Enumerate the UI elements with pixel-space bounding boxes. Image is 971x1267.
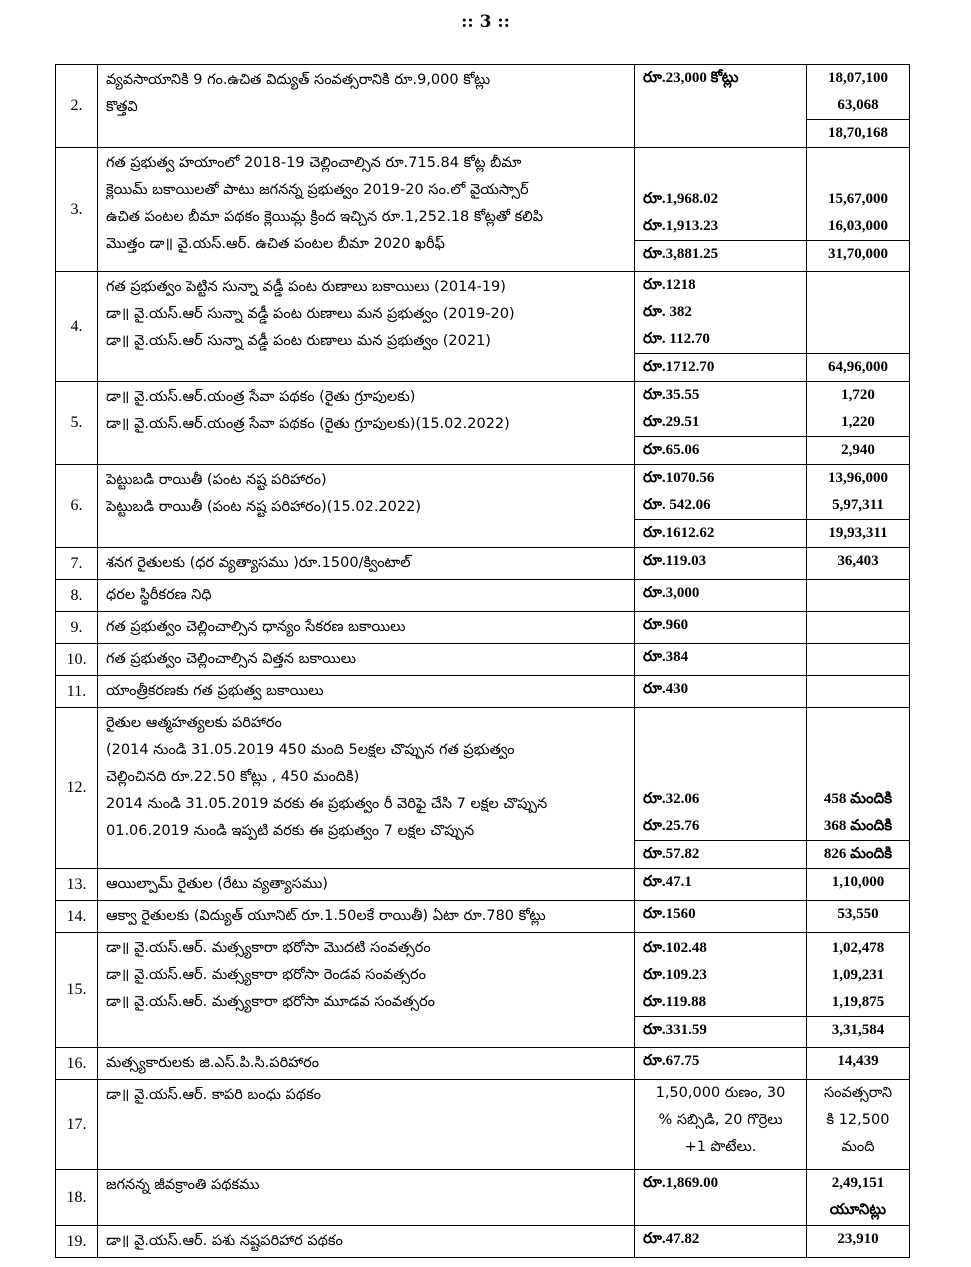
table-row [56, 465, 910, 548]
amount-value: రూ.1712.70 [635, 353, 806, 381]
amount-cell [635, 148, 807, 272]
beneficiaries-cell [807, 1080, 910, 1170]
scheme-description [98, 901, 635, 933]
description-line: పెట్టుబడి రాయితీ (పంట నష్ట పరిహారం) [106, 472, 327, 488]
description-line: శనగ రైతులకు (ధర వ్యత్యాసము )రూ.1500/క్వింటాల్ [106, 555, 411, 571]
amount-cell [635, 1080, 807, 1170]
serial-number: 11. [56, 676, 98, 708]
amount-value: రూ. 542.06 [643, 497, 711, 513]
amount-line: +1 పొటేలు. [684, 1139, 757, 1155]
beneficiaries-value: 3,31,584 [807, 1016, 909, 1044]
beneficiaries-value: 18,07,100 [828, 70, 888, 86]
amount-value: రూ.57.82 [635, 840, 806, 868]
serial-number: 3. [56, 148, 98, 272]
beneficiaries-cell [807, 1226, 910, 1258]
serial-number: 4. [56, 272, 98, 382]
serial-number: 17. [56, 1080, 98, 1170]
scheme-description [98, 272, 635, 382]
serial-number: 15. [56, 933, 98, 1048]
amount-cell [635, 708, 807, 869]
table-row [56, 580, 910, 612]
amount-value: రూ. 112.70 [643, 331, 710, 347]
scheme-description [98, 933, 635, 1048]
amount-value: రూ.384 [643, 649, 689, 665]
serial-number: 19. [56, 1226, 98, 1258]
serial-number: 13. [56, 869, 98, 901]
description-line: చెల్లించినది రూ.22.50 కోట్లు , 450 మందికి) [106, 769, 360, 785]
description-line: డా॥ వై.యస్.ఆర్. మత్స్యకారా భరోసా మొదటి సంవత్సరం [106, 940, 431, 956]
amount-cell [635, 1170, 807, 1226]
description-line: డా॥ వై.యస్.ఆర్. పశు నష్టపరిహార పథకం [106, 1233, 343, 1249]
beneficiaries-cell [807, 272, 910, 382]
beneficiaries-cell [807, 708, 910, 869]
beneficiaries-cell [807, 382, 910, 465]
beneficiaries-cell [807, 612, 910, 644]
beneficiaries-cell [807, 148, 910, 272]
description-line: 01.06.2019 నుండి ఇప్పటి వరకు ఈ ప్రభుత్వం 7 లక్షల చొప్పున [106, 823, 475, 839]
description-line: ఆక్వా రైతులకు (విద్యుత్ యూనిట్ రూ.1.50లకే రాయితీ) ఏటా రూ.780 కోట్లు [106, 908, 546, 924]
amount-value: రూ.25.76 [643, 818, 700, 834]
description-line: (2014 నుండి 31.05.2019 450 మంది 5లక్షల చొప్పున గత ప్రభుత్వం [106, 742, 515, 758]
serial-number: 7. [56, 548, 98, 580]
table-row [56, 1226, 910, 1258]
scheme-description [98, 65, 635, 148]
table-row [56, 644, 910, 676]
scheme-description [98, 1226, 635, 1258]
beneficiaries-value: 15,67,000 [828, 191, 888, 207]
amount-value: రూ.119.03 [643, 553, 707, 569]
beneficiaries-cell [807, 1170, 910, 1226]
scheme-description [98, 869, 635, 901]
description-line: ఆయిల్పామ్ రైతుల (రేటు వ్యత్యాసము) [106, 876, 328, 892]
beneficiaries-value: 64,96,000 [807, 353, 909, 381]
amount-value: రూ. 382 [643, 304, 692, 320]
beneficiaries-value: 13,96,000 [828, 470, 888, 486]
beneficiaries-value: 18,70,168 [807, 119, 909, 147]
scheme-description [98, 382, 635, 465]
amount-value: రూ.960 [643, 617, 689, 633]
beneficiaries-value: 31,70,000 [807, 240, 909, 268]
amount-value: రూ.1,968.02 [643, 191, 719, 207]
description-line: డా॥ వై.యస్.ఆర్.యంత్ర సేవా పథకం (రైతు గ్రూపులకు) [106, 389, 416, 405]
scheme-description [98, 612, 635, 644]
beneficiaries-value: 2,940 [807, 436, 909, 464]
beneficiaries-value [807, 644, 909, 671]
amount-value: రూ.430 [643, 681, 689, 697]
amount-value: రూ.47.1 [643, 874, 692, 890]
beneficiaries-value: 16,03,000 [828, 218, 888, 234]
description-line: రైతుల ఆత్మహత్యలకు పరిహారం [106, 715, 282, 731]
beneficiaries-value [807, 676, 909, 703]
amount-cell [635, 382, 807, 465]
amount-value: రూ.1218 [643, 277, 696, 293]
amount-cell [635, 1226, 807, 1258]
amount-value: రూ.1,913.23 [643, 218, 719, 234]
serial-number: 14. [56, 901, 98, 933]
table-row [56, 1170, 910, 1226]
amount-value: రూ.47.82 [643, 1231, 700, 1247]
description-line: మత్స్యకారులకు జి.ఎస్.పి.సి.పరిహారం [106, 1055, 320, 1071]
beneficiaries-cell [807, 869, 910, 901]
table-row [56, 272, 910, 382]
beneficiaries-value: 5,97,311 [832, 497, 884, 513]
amount-cell [635, 644, 807, 676]
scheme-description [98, 644, 635, 676]
table-row [56, 612, 910, 644]
beneficiaries-value: 19,93,311 [807, 519, 909, 547]
serial-number: 5. [56, 382, 98, 465]
amount-value: రూ.1560 [643, 906, 696, 922]
beneficiaries-value: 36,403 [837, 553, 879, 569]
amount-value: రూ.1070.56 [643, 470, 715, 486]
description-line: మొత్తం డా॥ వై.యస్.ఆర్. ఉచిత పంటల బీమా 2020 ఖరీఫ్ [106, 236, 445, 252]
serial-number: 16. [56, 1048, 98, 1080]
table-row [56, 65, 910, 148]
beneficiaries-value: 1,220 [841, 414, 875, 430]
description-line: కొత్తవి [106, 99, 138, 115]
beneficiaries-value: 1,19,875 [831, 994, 885, 1010]
description-line: యాంత్రీకరణకు గత ప్రభుత్వ బకాయిలు [106, 683, 324, 699]
beneficiaries-value: యూనిట్లు [829, 1202, 887, 1218]
description-line: క్లెయిమ్ బకాయిలతో పాటు జగనన్న ప్రభుత్వం 2019-20 సం.లో వైయస్సార్ [106, 182, 529, 198]
amount-cell [635, 65, 807, 148]
scheme-description [98, 148, 635, 272]
beneficiaries-cell [807, 644, 910, 676]
amount-cell [635, 869, 807, 901]
amount-cell [635, 548, 807, 580]
amount-value: రూ.102.48 [643, 940, 707, 956]
amount-cell [635, 1048, 807, 1080]
serial-number: 12. [56, 708, 98, 869]
amount-value: రూ.109.23 [643, 967, 707, 983]
table-row [56, 869, 910, 901]
beneficiaries-value [807, 272, 909, 299]
serial-number: 9. [56, 612, 98, 644]
amount-value: రూ.23,000 కోట్లు [643, 70, 739, 86]
amount-cell [635, 465, 807, 548]
table-row [56, 1048, 910, 1080]
description-line: డా॥ వై.యస్.ఆర్ సున్నా వడ్డీ పంట రుణాలు మన ప్రభుత్వం (2021) [106, 333, 491, 349]
beneficiaries-value [807, 612, 909, 639]
amount-line: % సబ్సిడి, 20 గొర్రెలు [658, 1112, 783, 1128]
beneficiaries-value: 2,49,151 [831, 1175, 885, 1191]
amount-cell [635, 933, 807, 1048]
table-row [56, 933, 910, 1048]
amount-cell [635, 580, 807, 612]
beneficiaries-value: 368 మందికి [823, 818, 893, 834]
table-row [56, 382, 910, 465]
beneficiaries-cell [807, 1048, 910, 1080]
serial-number: 6. [56, 465, 98, 548]
beneficiaries-line: సంవత్సరాని [823, 1085, 893, 1101]
amount-value: రూ.119.88 [643, 994, 707, 1010]
amount-value: రూ.65.06 [635, 436, 806, 464]
amount-value: రూ.35.55 [643, 387, 700, 403]
schemes-table [55, 64, 910, 1258]
description-line: ఉచిత పంటల బీమా పథకం క్లెయిమ్ల క్రింద ఇచ్చిన రూ.1,252.18 కోట్లతో కలిపి [106, 209, 544, 225]
description-line: గత ప్రభుత్వ హయాంలో 2018-19 చెల్లించాల్సిన రూ.715.84 కోట్ల బీమా [106, 155, 522, 171]
description-line: గత ప్రభుత్వం చెల్లించాల్సిన ధాన్యం సేకరణ బకాయిలు [106, 619, 406, 635]
description-line: డా॥ వై.యస్.ఆర్. కాపరి బంధు పథకం [106, 1087, 322, 1103]
serial-number: 8. [56, 580, 98, 612]
beneficiaries-line: మంది [841, 1139, 875, 1155]
table-row [56, 676, 910, 708]
amount-cell [635, 612, 807, 644]
beneficiaries-value: 1,09,231 [831, 967, 885, 983]
table-row [56, 148, 910, 272]
amount-value: రూ.1612.62 [635, 519, 806, 547]
beneficiaries-value: 14,439 [837, 1053, 879, 1069]
beneficiaries-value: 53,550 [837, 906, 879, 922]
table-row [56, 548, 910, 580]
table-row [56, 901, 910, 933]
table-row [56, 708, 910, 869]
beneficiaries-value: 826 మందికి [807, 840, 909, 868]
description-line: డా॥ వై.యస్.ఆర్. మత్స్యకారా భరోసా మూడవ సంవత్సరం [106, 994, 436, 1010]
amount-cell [635, 901, 807, 933]
beneficiaries-value [807, 326, 909, 353]
beneficiaries-value [807, 580, 909, 607]
amount-line: 1,50,000 రుణం, 30 [655, 1085, 786, 1101]
description-line: జగనన్న జీవక్రాంతి పథకము [106, 1177, 260, 1193]
scheme-description [98, 676, 635, 708]
description-line: డా॥ వై.యస్.ఆర్ సున్నా వడ్డీ పంట రుణాలు మన ప్రభుత్వం (2019-20) [106, 306, 515, 322]
description-line: డా॥ వై.యస్.ఆర్. మత్స్యకారా భరోసా రెండవ సంవత్సరం [106, 967, 426, 983]
beneficiaries-cell [807, 65, 910, 148]
amount-value: రూ.67.75 [643, 1053, 700, 1069]
amount-cell [635, 272, 807, 382]
scheme-description [98, 708, 635, 869]
beneficiaries-cell [807, 580, 910, 612]
beneficiaries-value: 458 మందికి [823, 791, 893, 807]
page-number: :: 3 :: [461, 12, 510, 32]
beneficiaries-cell [807, 933, 910, 1048]
scheme-description [98, 465, 635, 548]
serial-number: 18. [56, 1170, 98, 1226]
beneficiaries-value: 1,02,478 [831, 940, 885, 956]
description-line: ధరల స్థిరీకరణ నిధి [106, 587, 212, 603]
serial-number: 10. [56, 644, 98, 676]
beneficiaries-cell [807, 548, 910, 580]
beneficiaries-value: 23,910 [837, 1231, 879, 1247]
amount-value: రూ.331.59 [635, 1016, 806, 1044]
scheme-description [98, 580, 635, 612]
description-line: గత ప్రభుత్వం పెట్టిన సున్నా వడ్డీ పంట రుణాలు బకాయిలు (2014-19) [106, 279, 506, 295]
amount-value: రూ.3,881.25 [635, 240, 806, 268]
beneficiaries-value: 63,068 [837, 97, 879, 113]
amount-value: రూ.32.06 [643, 791, 700, 807]
beneficiaries-cell [807, 676, 910, 708]
amount-value: రూ.3,000 [643, 585, 700, 601]
scheme-description [98, 1170, 635, 1226]
beneficiaries-line: కి 12,500 [826, 1112, 890, 1128]
amount-cell [635, 676, 807, 708]
serial-number: 2. [56, 65, 98, 148]
table-row [56, 1080, 910, 1170]
amount-value: రూ.1,869.00 [643, 1175, 719, 1191]
beneficiaries-value: 1,10,000 [831, 874, 885, 890]
scheme-description [98, 1048, 635, 1080]
scheme-description [98, 1080, 635, 1170]
beneficiaries-cell [807, 901, 910, 933]
description-line: పెట్టుబడి రాయితీ (పంట నష్ట పరిహారం)(15.02.2022) [106, 499, 421, 515]
beneficiaries-cell [807, 465, 910, 548]
beneficiaries-value [807, 299, 909, 326]
description-line: డా॥ వై.యస్.ఆర్.యంత్ర సేవా పథకం (రైతు గ్రూపులకు)(15.02.2022) [106, 416, 510, 432]
amount-value: రూ.29.51 [643, 414, 700, 430]
description-line: 2014 నుండి 31.05.2019 వరకు ఈ ప్రభుత్వం రీ వెరిఫై చేసి 7 లక్షల చొప్పున [106, 796, 548, 812]
description-line: వ్యవసాయానికి 9 గం.ఉచిత విద్యుత్ సంవత్సరానికి రూ.9,000 కోట్లు [106, 72, 491, 88]
description-line: గత ప్రభుత్వం చెల్లించాల్సిన విత్తన బకాయిలు [106, 651, 356, 667]
scheme-description [98, 548, 635, 580]
beneficiaries-value: 1,720 [841, 387, 875, 403]
